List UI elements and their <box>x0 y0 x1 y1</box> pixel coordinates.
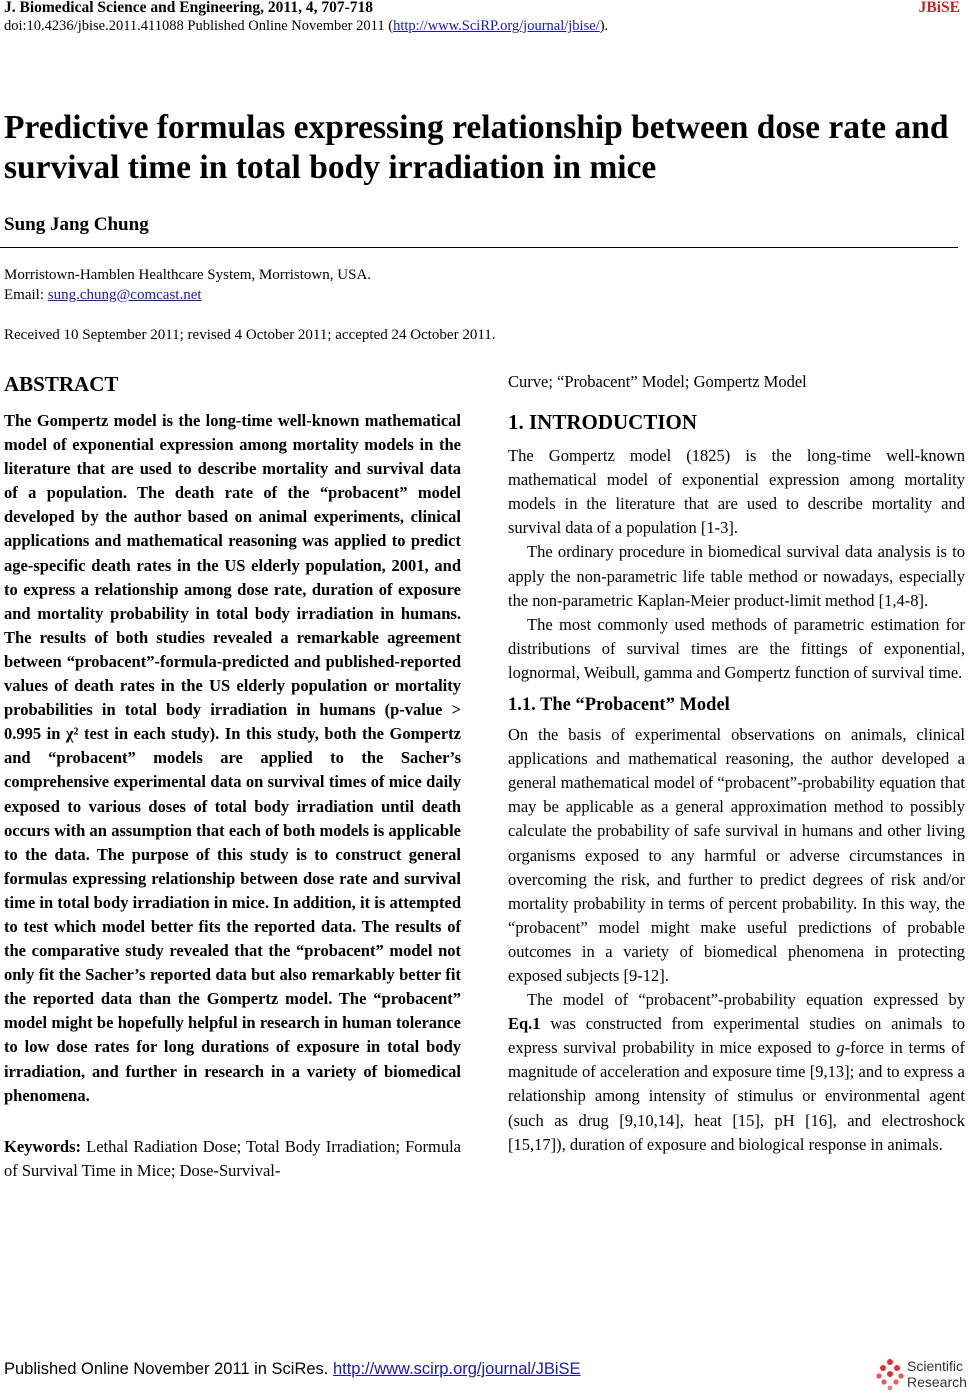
introduction-heading: 1. INTRODUCTION <box>508 410 698 435</box>
right-column <box>508 368 965 1157</box>
left-column <box>4 368 461 1183</box>
journal-abbreviation: JBiSE <box>918 0 960 16</box>
keywords-continued: Curve; “Probacent” Model; Gompertz Model <box>508 372 807 391</box>
footer-text: Published Online November 2011 in SciRes. <box>4 1360 333 1378</box>
p2-text-b: was constructed from experimental studies on animals to express survival probability in mice exposed to <box>508 1014 965 1058</box>
email-line <box>4 285 371 305</box>
email-link[interactable]: sung.chung@comcast.net <box>47 287 202 303</box>
doi-line <box>4 18 608 35</box>
footer-link[interactable]: http://www.scirp.org/journal/JBiSE <box>332 1360 581 1378</box>
logo-text <box>907 1358 967 1390</box>
journal-link[interactable]: http://www.SciRP.org/journal/jbise/ <box>393 18 600 34</box>
logo-line-1: Scientific <box>907 1358 964 1374</box>
keywords-label: Keywords: <box>4 1136 81 1156</box>
p2-text-c: -force in terms of magnitude of acceleration and exposure time [9,13]; and to express a relationship among intensity of stimulus or environmental agent (such as drug [9,10,14], heat [15], pH [16], and electroshock [15,17]), duration of exposure and biological response in animals. <box>508 1038 965 1154</box>
affiliation-block <box>4 265 371 305</box>
keywords <box>4 1135 461 1183</box>
author-name: Sung Jang Chung <box>4 214 149 235</box>
journal-citation: J. Biomedical Science and Engineering, 2011, 4, 707-718 <box>4 0 373 16</box>
doi-prefix: doi:10.4236/jbise.2011.411088 Published Online November 2011 ( <box>4 18 394 34</box>
intro-paragraph-3: The most commonly used methods of parametric estimation for distributions of survival times are the fittings of exponential, lognormal, Weibull, gamma and Gompertz function of survival time. <box>508 614 965 682</box>
logo-line-2: Research <box>907 1374 967 1390</box>
abstract-heading: ABSTRACT <box>4 372 119 396</box>
section-1-1-paragraph-2 <box>508 988 965 1157</box>
abstract-text: The Gompertz model is the long-time well-known mathematical model of exponential expression among mortality models in the literature that are used to describe mortality and survival data of a population. The death rate of the “probacent” model developed by the author based on animal experiments, clinical applications and mathematical reasoning was applied to predict age-specific death rates in the US elderly population, 2001, and to express a relationship among dose rate, duration of exposure and mortality probability in total body irradiation in humans. The results of both studies revealed a remarkable agreement between “probacent”-formula-predicted and published-reported values of death rates in the US elderly population or mortality probabilities in total body irradiation in humans (p-value > 0.995 in χ² test in each study). In this study, both the Gompertz and “probacent” models are applied to the Sacher’s comprehensive experimental data on survival times of mice daily exposed to various doses of total body irradiation until death occurs with an assumption that each of both models is applicable to the data. The purpose of this study is to construct general formulas expressing relationship between dose rate and survival time in total body irradiation in mice. In addition, it is attempted to test which model better fits the reported data. The results of the comparative study revealed that the “probacent” model not only fit the Sacher’s reported data but also remarkably better fit the reported data than the Gompertz model. The “probacent” model might be hopefully helpful in research in human tolerance to low dose rates for long durations of exposure in total body irradiation, and further in research in a variety of biomedical phenomena. <box>4 411 461 1105</box>
equation-reference: Eq.1 <box>508 1014 541 1034</box>
footer <box>4 1360 581 1379</box>
logo-mark-icon <box>876 1358 904 1392</box>
email-label: Email: <box>4 287 48 303</box>
intro-paragraph-2: The ordinary procedure in biomedical survival data analysis is to apply the non-parametric life table method or nowadays, especially the non-parametric Kaplan-Meier product-limit method [1,4-8]. <box>508 542 965 610</box>
g-force-symbol: g <box>836 1038 845 1058</box>
title-divider <box>0 247 958 248</box>
section-1-1-heading: 1.1. The “Probacent” Model <box>508 695 730 716</box>
keywords-text: Lethal Radiation Dose; Total Body Irradiation; Formula of Survival Time in Mice; Dose-Survival- <box>4 1136 461 1180</box>
section-1-1-paragraph-1: On the basis of experimental observations on animals, clinical applications and mathematical reasoning, the author developed a general mathematical model of “probacent”-probability equation that may be applicable as a general approximation method to possibly calculate the probability of safe survival in humans and other living organisms exposed to any harmful or adverse circumstances in overcoming the risk, and further to predict degrees of risk and/or mortality probability in terms of percent probability. In this way, the “probacent” model might make useful predictions of probable outcomes in a variety of biomedical phenomena in protecting exposed subjects [9-12]. <box>508 725 965 985</box>
paper-title: Predictive formulas expressing relationship between dose rate and survival time in total body irradiation in mice <box>4 109 949 186</box>
doi-suffix: ). <box>599 18 609 34</box>
affiliation: Morristown-Hamblen Healthcare System, Morristown, USA. <box>4 267 372 283</box>
intro-paragraph-1: The Gompertz model (1825) is the long-time well-known mathematical model of exponential expression among mortality models in the literature that are used to describe mortality and survival data of a population [1-3]. <box>508 446 965 538</box>
received-dates: Received 10 September 2011; revised 4 October 2011; accepted 24 October 2011. <box>4 327 496 343</box>
scientific-research-logo <box>876 1356 966 1394</box>
p2-text-a: The model of “probacent”-probability equation expressed by <box>527 990 965 1010</box>
